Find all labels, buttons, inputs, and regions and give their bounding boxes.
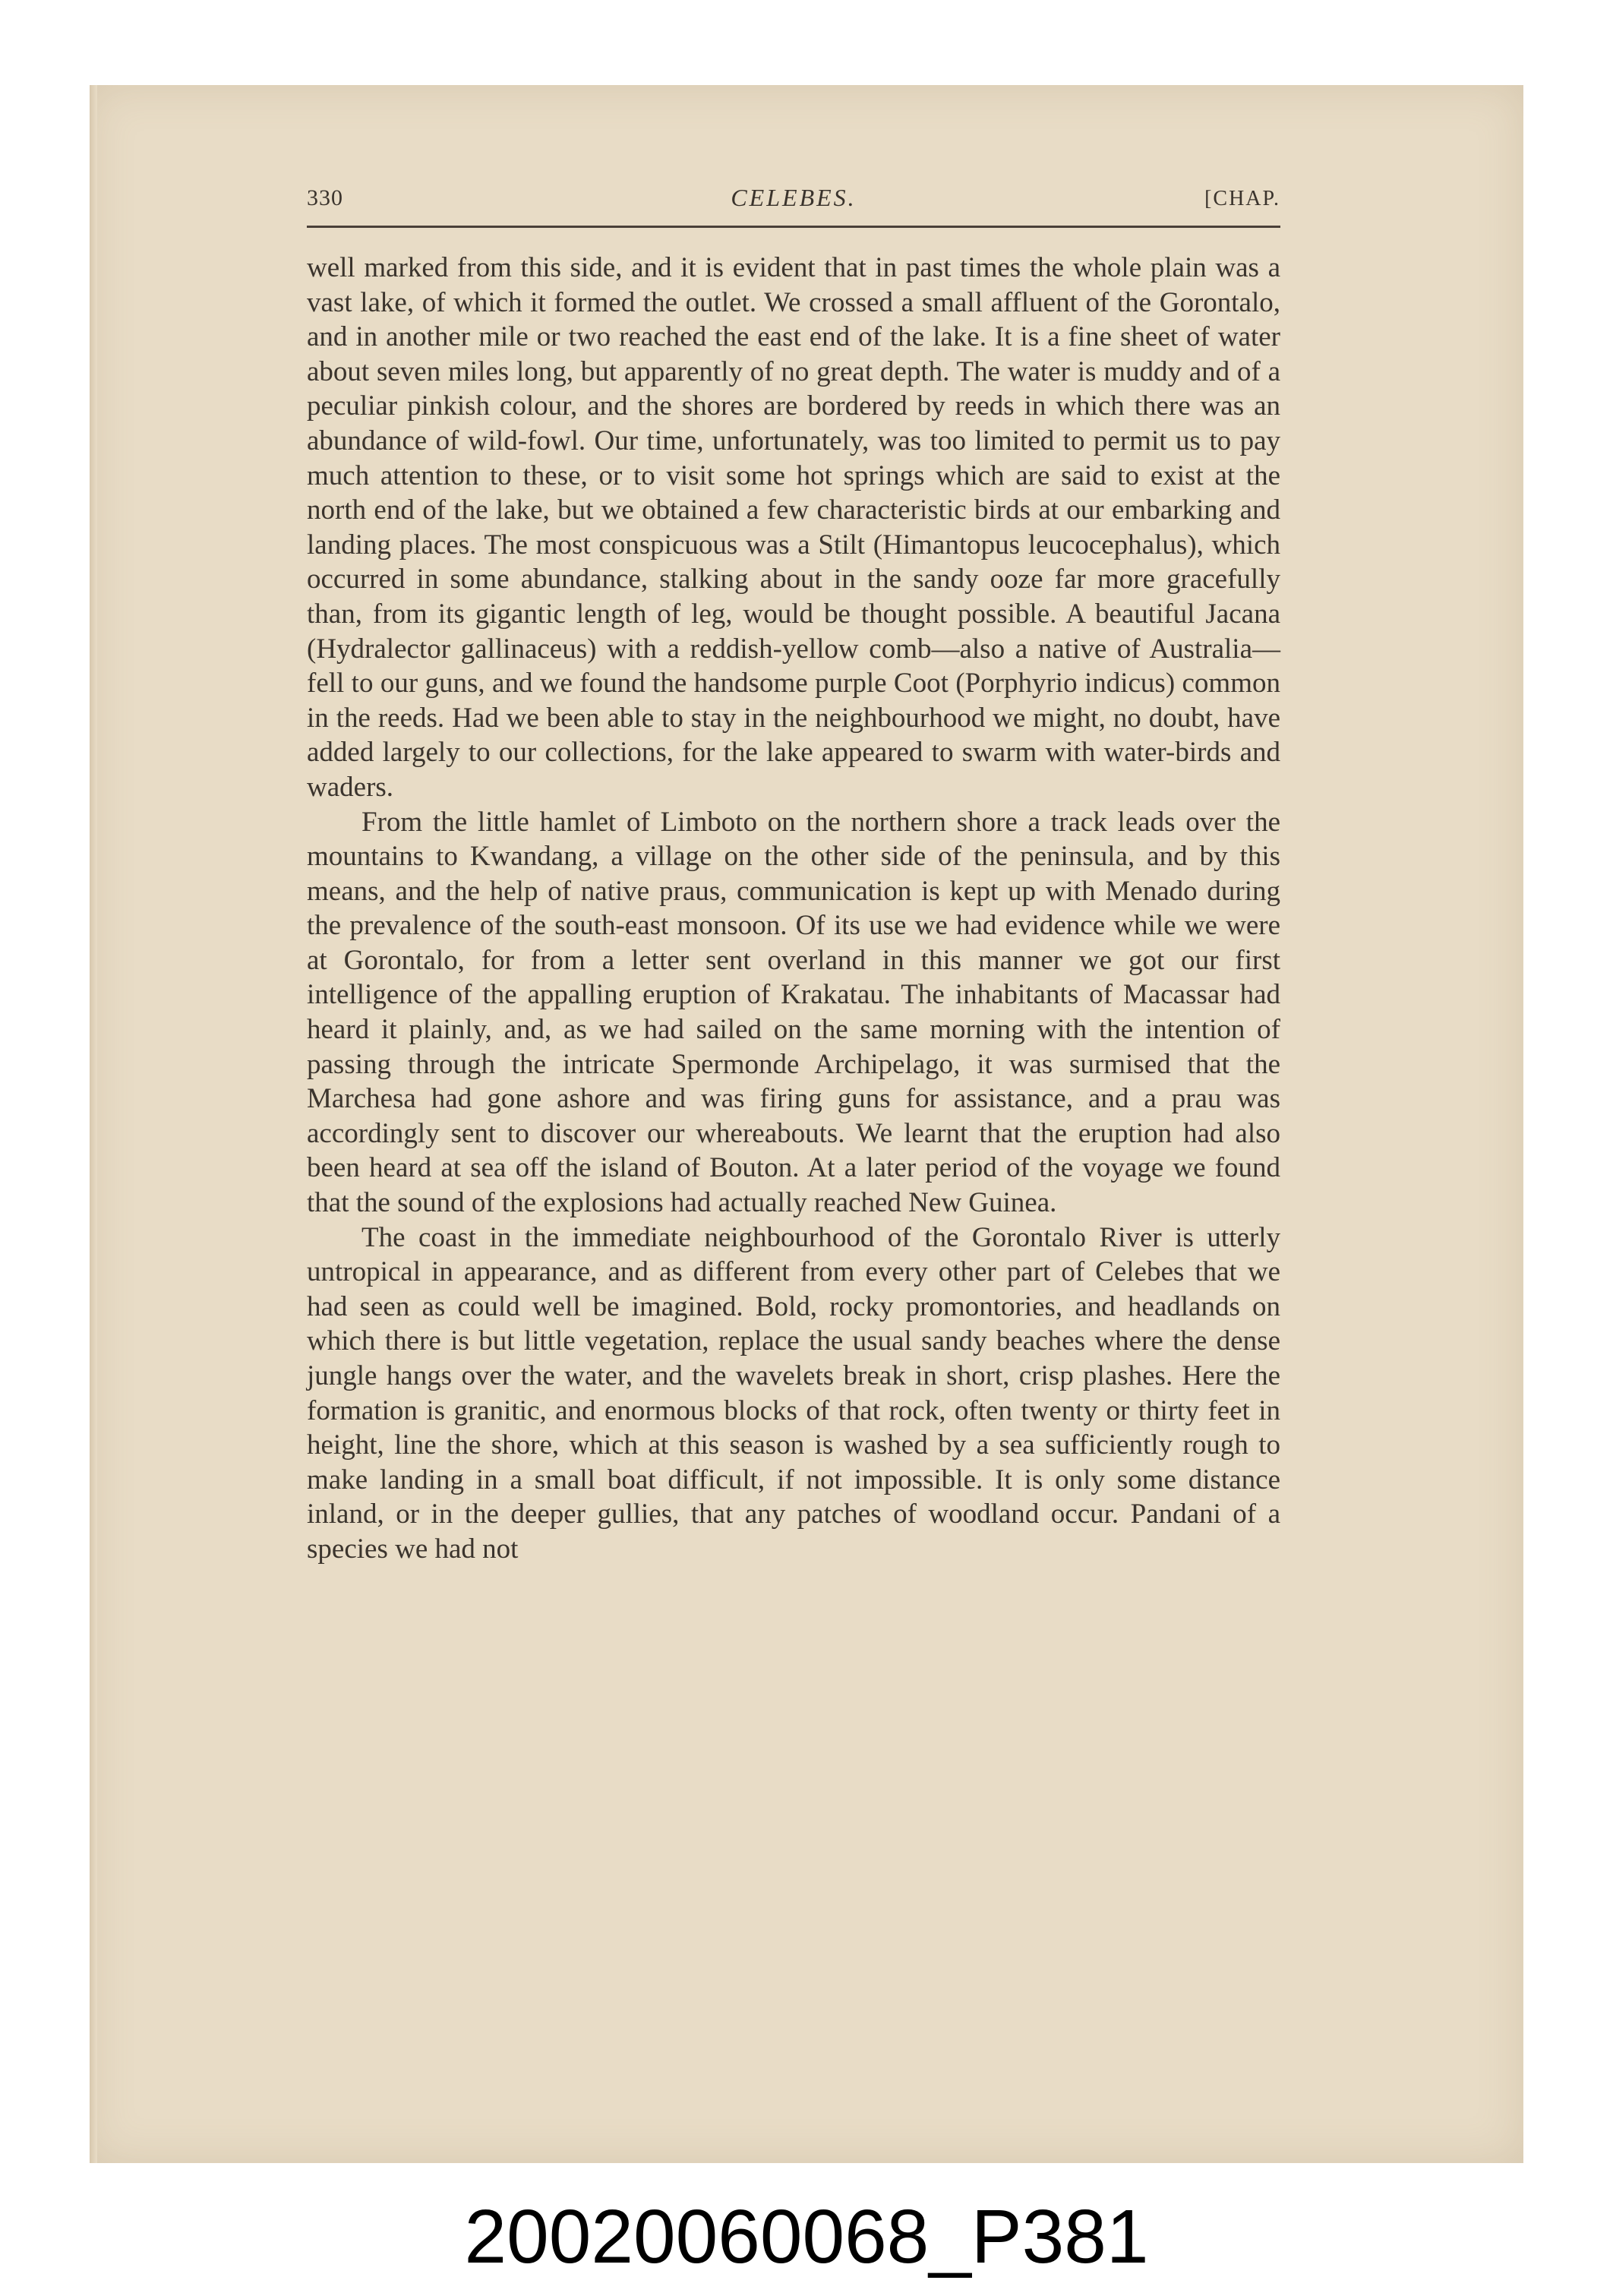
running-head — [307, 181, 1280, 226]
page-number: 330 — [307, 185, 343, 210]
paragraph-lake: well marked from this side, and it is evident that in past times the whole plain was a vast lake, of which it formed the outlet. We crossed a small affluent of the Gorontalo, and in another mile or two reached the east end of the lake. It is a fine sheet of water about seven miles long, but apparently of no great depth. The water is muddy and of a peculiar pinkish colour, and the shores are bordered by reeds in which there was an abundance of wild-fowl. Our time, unfortunately, was too limited to permit us to pay much attention to these, or to visit some hot springs which are said to exist at the north end of the lake, but we obtained a few characteristic birds at our embarking and landing places. The most conspicuous was a Stilt (Himantopus leucocephalus), which occurred in some abundance, stalking about in the sandy ooze far more gracefully than, from its gigantic length of leg, would be thought possible. A beautiful Jacana (Hydralector gallinaceus) with a reddish-yellow comb—also a native of Australia—fell to our guns, and we found the handsome purple Coot (Porphyrio indicus) common in the reeds. Had we been able to stay in the neighbourhood we might, no doubt, have added largely to our collections, for the lake appeared to swarm with water-birds and waders. — [307, 252, 1280, 803]
paragraph-limboto: From the little hamlet of Limboto on the northern shore a track leads over the mountains to Kwandang, a village on the other side of the peninsula, and by this means, and the help of native praus, communication is kept up with Menado during the prevalence of the south-east monsoon. Of its use we had evidence while we were at Gorontalo, for from a letter sent overland in this manner we got our first intelligence of the appalling eruption of Krakatau. The inhabitants of Macassar had heard it plainly, and, as we had sailed on the same morning with the intention of passing through the intricate Spermonde Archipelago, it was surmised that the Marchesa had gone ashore and was firing guns for assistance, and a prau was accordingly sent to discover our whereabouts. We learnt that the eruption had also been heard at sea off the island of Bouton. At a later period of the voyage we found that the sound of the explosions had actually reached New Guinea. — [307, 806, 1280, 1219]
paragraph-coast: The coast in the immediate neighbourhood of the Gorontalo River is utterly untropical in appearance, and as different from every other part of Celebes that we had seen as could well be imagined. Bold, rocky promontories, and headlands on which there is but little vegetation, replace the usual sandy beaches where the dense jungle hangs over the water, and the wavelets break in short, crisp plashes. Here the formation is granitic, and enormous blocks of that rock, often twenty or thirty feet in height, line the shore, which at this season is washed by a sea sufficiently rough to make landing in a small boat difficult, if not impossible. It is only some distance inland, or in the deeper gullies, that any patches of woodland occur. Pandani of a species we had not — [307, 1221, 1280, 1565]
chapter-title: CELEBES. — [731, 184, 857, 211]
chapter-label: [CHAP. — [1204, 187, 1280, 210]
page-edge — [90, 85, 97, 2163]
header-rule — [307, 226, 1280, 228]
scan-id-label: 20020060068_P381 — [464, 2194, 1149, 2279]
body-text — [307, 251, 1280, 1567]
